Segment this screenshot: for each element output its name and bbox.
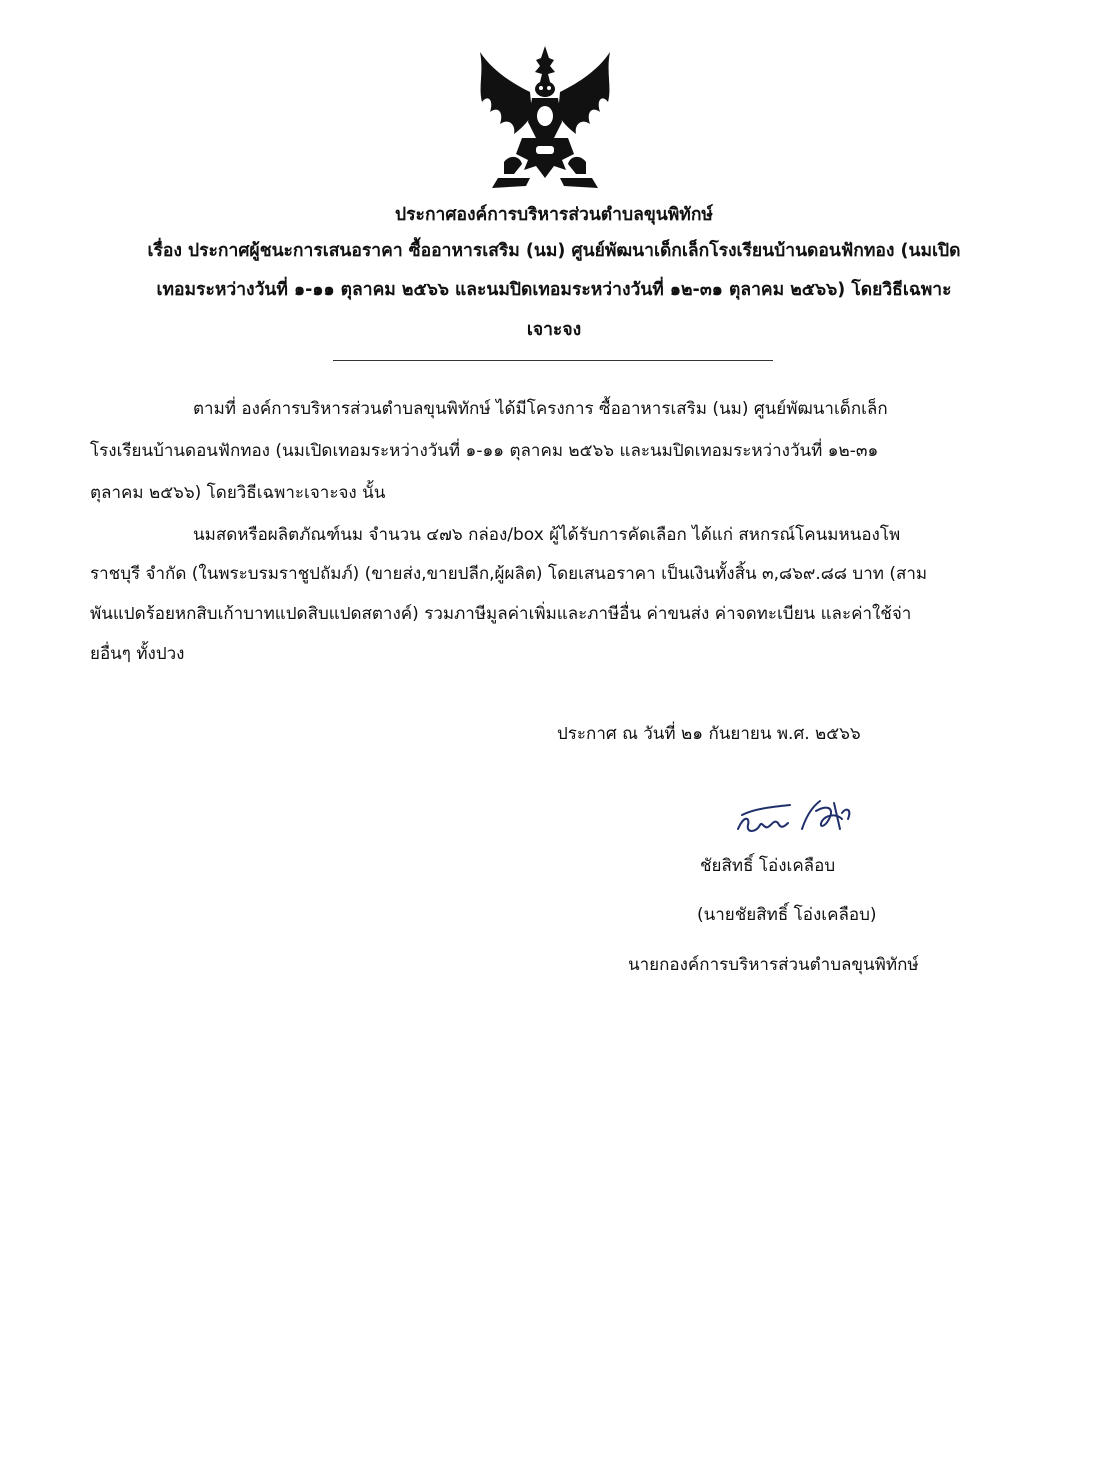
subject-line: เรื่อง ประกาศผู้ชนะการเสนอราคา ซื้ออาหารเสริม (นม) ศูนย์พัฒนาเด็กเล็กโรงเรียนบ้านดอนฟักทอง (นมเปิด (147, 241, 961, 261)
subject-line: เทอมระหว่างวันที่ ๑-๑๑ ตุลาคม ๒๕๖๖ และนมปิดเทอมระหว่างวันที่ ๑๒-๓๑ ตุลาคม ๒๕๖๖) โดยวิธีเฉพาะ (156, 280, 952, 300)
paragraph-1-line: โรงเรียนบ้านดอนฟักทอง (นมเปิดเทอมระหว่างวันที่ ๑-๑๑ ตุลาคม ๒๕๖๖ และนมปิดเทอมระหว่างวันที่ ๑๒-๓๑ (90, 441, 879, 461)
separator-line (333, 360, 773, 361)
paragraph-1-line: ตามที่ องค์การบริหารส่วนตำบลขุนพิทักษ์ ได้มีโครงการ ซื้ออาหารเสริม (นม) ศูนย์พัฒนาเด็กเล็ก (193, 399, 888, 419)
paragraph-2-line: นมสดหรือผลิตภัณฑ์นม จำนวน ๔๗๖ กล่อง/box ผู้ได้รับการคัดเลือก ได้แก่ สหกรณ์โคนมหนองโพ (193, 525, 901, 545)
paragraph-2-line: พันแปดร้อยหกสิบเก้าบาทแปดสิบแปดสตางค์) รวมภาษีมูลค่าเพิ่มและภาษีอื่น ค่าขนส่ง ค่าจดทะเบียน และค่าใช้จ่า (90, 604, 912, 624)
announcement-date: ประกาศ ณ วันที่ ๒๑ กันยายน พ.ศ. ๒๕๖๖ (557, 724, 861, 744)
paragraph-2-line: ราชบุรี จำกัด (ในพระบรมราชูปถัมภ์) (ขายส่ง,ขายปลีก,ผู้ผลิต) โดยเสนอราคา เป็นเงินทั้งสิ้น ๓,๘๖๙.๘๘ บาท (สาม (90, 564, 928, 584)
subject-line: เจาะจง (526, 320, 582, 340)
paragraph-1-line: ตุลาคม ๒๕๖๖) โดยวิธีเฉพาะเจาะจง นั้น (90, 483, 386, 503)
signer-full-name: (นายชัยสิทธิ์ โอ่งเคลือบ) (697, 905, 877, 925)
garuda-emblem-icon (470, 42, 620, 192)
paragraph-2-line: ยอื่นๆ ทั้งปวง (90, 644, 185, 664)
signer-name: ชัยสิทธิ์ โอ่งเคลือบ (700, 856, 836, 876)
signer-position: นายกองค์การบริหารส่วนตำบลขุนพิทักษ์ (628, 955, 919, 975)
announcement-title: ประกาศองค์การบริหารส่วนตำบลขุนพิทักษ์ (395, 205, 713, 225)
handwritten-signature (730, 795, 860, 845)
